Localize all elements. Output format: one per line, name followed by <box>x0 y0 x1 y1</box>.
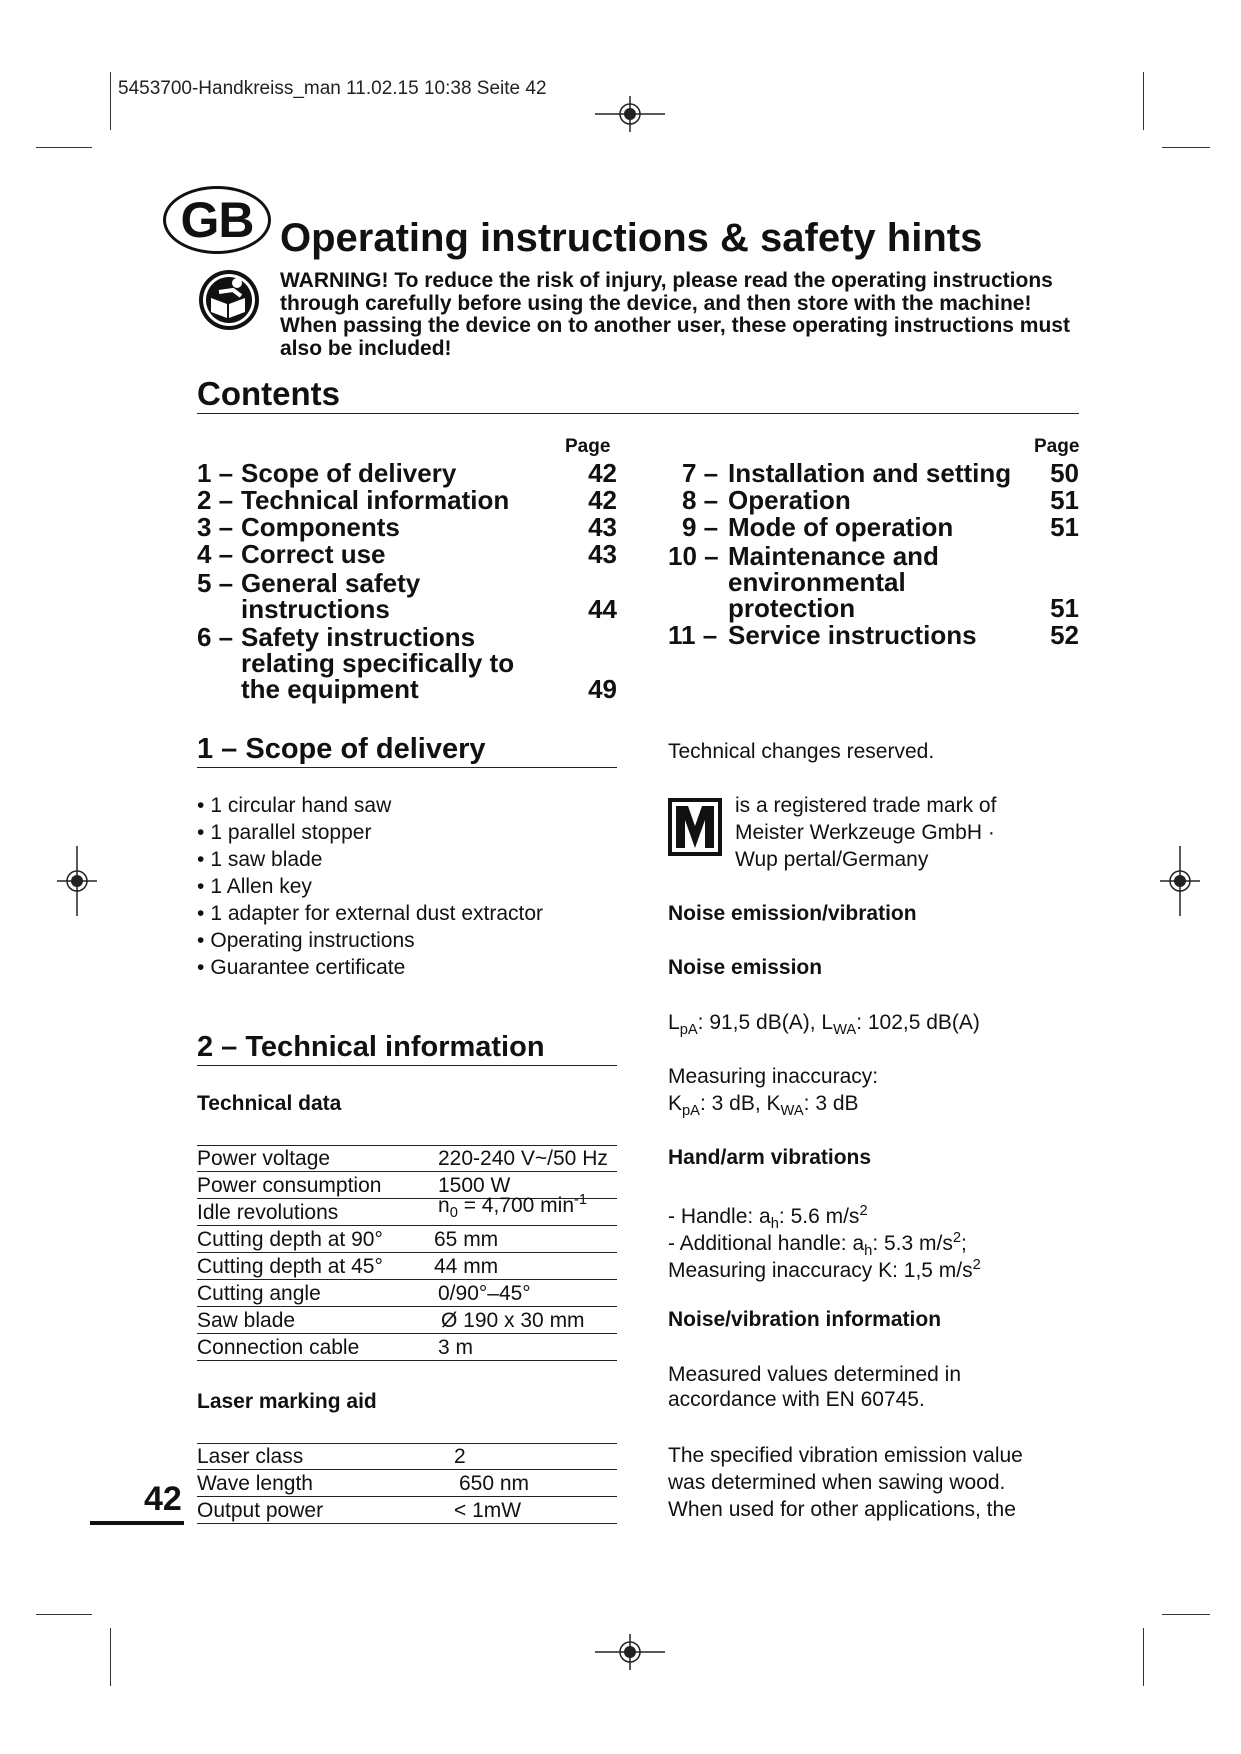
trademark-note: is a registered trade mark of Meister Werkzeuge GmbH · Wup pertal/Germany <box>735 794 997 871</box>
crop-mark <box>1143 72 1144 130</box>
handle-vibration: - Handle: $a_h$: 5.6 $m/s^2$ <box>668 1203 868 1233</box>
section-rule <box>197 1065 617 1066</box>
list-item: • Operating instructions <box>197 927 543 954</box>
registration-mark-icon <box>595 94 665 134</box>
toc-page-header: Page <box>1034 436 1080 457</box>
print-header: 5453700-Handkreiss_man 11.02.15 10:38 Seite 42 <box>118 78 547 99</box>
noise-vibration-heading: Noise emission/vibration <box>668 902 917 925</box>
country-badge: GB <box>163 186 271 254</box>
noise-values: $L_{pA}$: 91,5 dB(A), $L_{WA}$: 102,5 dB(A) <box>668 1011 980 1039</box>
additional-handle-vibration: - Additional handle: $a_h$: 5.3 $m/s^2$; <box>668 1230 967 1260</box>
warning-text: WARNING! To reduce the risk of injury, please read the operating instructions through carefully before using the device, and then store with the machine! When passing the device on to another user, these operating instructions must also be included! <box>280 269 1070 360</box>
hand-arm-heading: Hand/arm vibrations <box>668 1146 872 1169</box>
crop-mark <box>110 72 111 130</box>
list-item: • 1 Allen key <box>197 873 543 900</box>
toc-item: 10 – Maintenance and environmental protection 51 <box>668 541 1079 623</box>
laser-heading: Laser marking aid <box>197 1390 377 1413</box>
contents-rule <box>197 413 1079 414</box>
table-row: Idle revolutions $n_0 = 4,700$ $\min^{-1}$ <box>197 1199 617 1226</box>
technical-data-heading: Technical data <box>197 1092 342 1115</box>
crop-mark <box>36 1614 92 1615</box>
list-item: • 1 circular hand saw <box>197 792 543 819</box>
crop-mark <box>1162 1614 1210 1615</box>
technical-data-table <box>197 1145 617 1361</box>
noise-vibration-info-heading: Noise/vibration information <box>668 1308 942 1331</box>
table-row: Output power < 1mW <box>197 1497 617 1524</box>
toc-page-header: Page <box>565 436 611 457</box>
scope-list <box>197 792 543 981</box>
technical-changes-note: Technical changes reserved. <box>668 740 935 763</box>
inaccuracy-k: Measuring inaccuracy K: 1,5 $m/s^2$ <box>668 1257 981 1282</box>
crop-mark <box>36 147 92 148</box>
table-row: Wave length 650 nm <box>197 1470 617 1497</box>
crop-mark <box>1143 1628 1144 1686</box>
registration-mark-icon <box>595 1632 665 1672</box>
specified-value-text: The specified vibration emission value was determined when sawing wood. When used for other applications, the <box>668 1444 1023 1521</box>
table-row: Power voltage 220-240 V~/50 Hz <box>197 1145 617 1172</box>
read-manual-icon <box>197 268 261 332</box>
list-item: • 1 parallel stopper <box>197 819 543 846</box>
laser-table <box>197 1443 617 1524</box>
crop-mark <box>110 1628 111 1686</box>
list-item: • 1 adapter for external dust extractor <box>197 900 543 927</box>
scope-heading: 1 – Scope of delivery <box>197 733 486 765</box>
meister-logo <box>668 798 722 856</box>
registration-mark-icon <box>57 846 97 916</box>
toc-item: 5 – General safety instructions 44 <box>197 568 617 624</box>
table-row: Cutting angle 0/90°–45° <box>197 1280 617 1307</box>
table-row: Power consumption 1500 W <box>197 1172 617 1199</box>
measured-values-text: Measured values determined in accordance with EN 60745. <box>668 1363 961 1411</box>
inaccuracy-values: $K_{pA}$: 3 dB, $K_{WA}$: 3 dB <box>668 1092 859 1120</box>
page-title: Operating instructions & safety hints <box>280 216 983 260</box>
table-row: Cutting depth at 90° 65 mm <box>197 1226 617 1253</box>
inaccuracy-label: Measuring inaccuracy: <box>668 1065 879 1088</box>
section-rule <box>197 767 617 768</box>
page-number-rule <box>90 1521 184 1525</box>
list-item: • Guarantee certificate <box>197 954 543 981</box>
toc-item: 6 – Safety instructions relating specifically to the equipment 49 <box>197 622 617 704</box>
table-row: Saw blade Ø 190 x 30 mm <box>197 1307 617 1334</box>
table-row: Cutting depth at 45° 44 mm <box>197 1253 617 1280</box>
table-row: Connection cable 3 m <box>197 1334 617 1361</box>
crop-mark <box>1162 147 1210 148</box>
page-number: 42 <box>144 1480 182 1518</box>
list-item: • 1 saw blade <box>197 846 543 873</box>
table-row: Laser class 2 <box>197 1443 617 1470</box>
noise-emission-heading: Noise emission <box>668 956 823 979</box>
registration-mark-icon <box>1160 846 1200 916</box>
technical-heading: 2 – Technical information <box>197 1031 545 1063</box>
contents-heading: Contents <box>197 375 340 412</box>
